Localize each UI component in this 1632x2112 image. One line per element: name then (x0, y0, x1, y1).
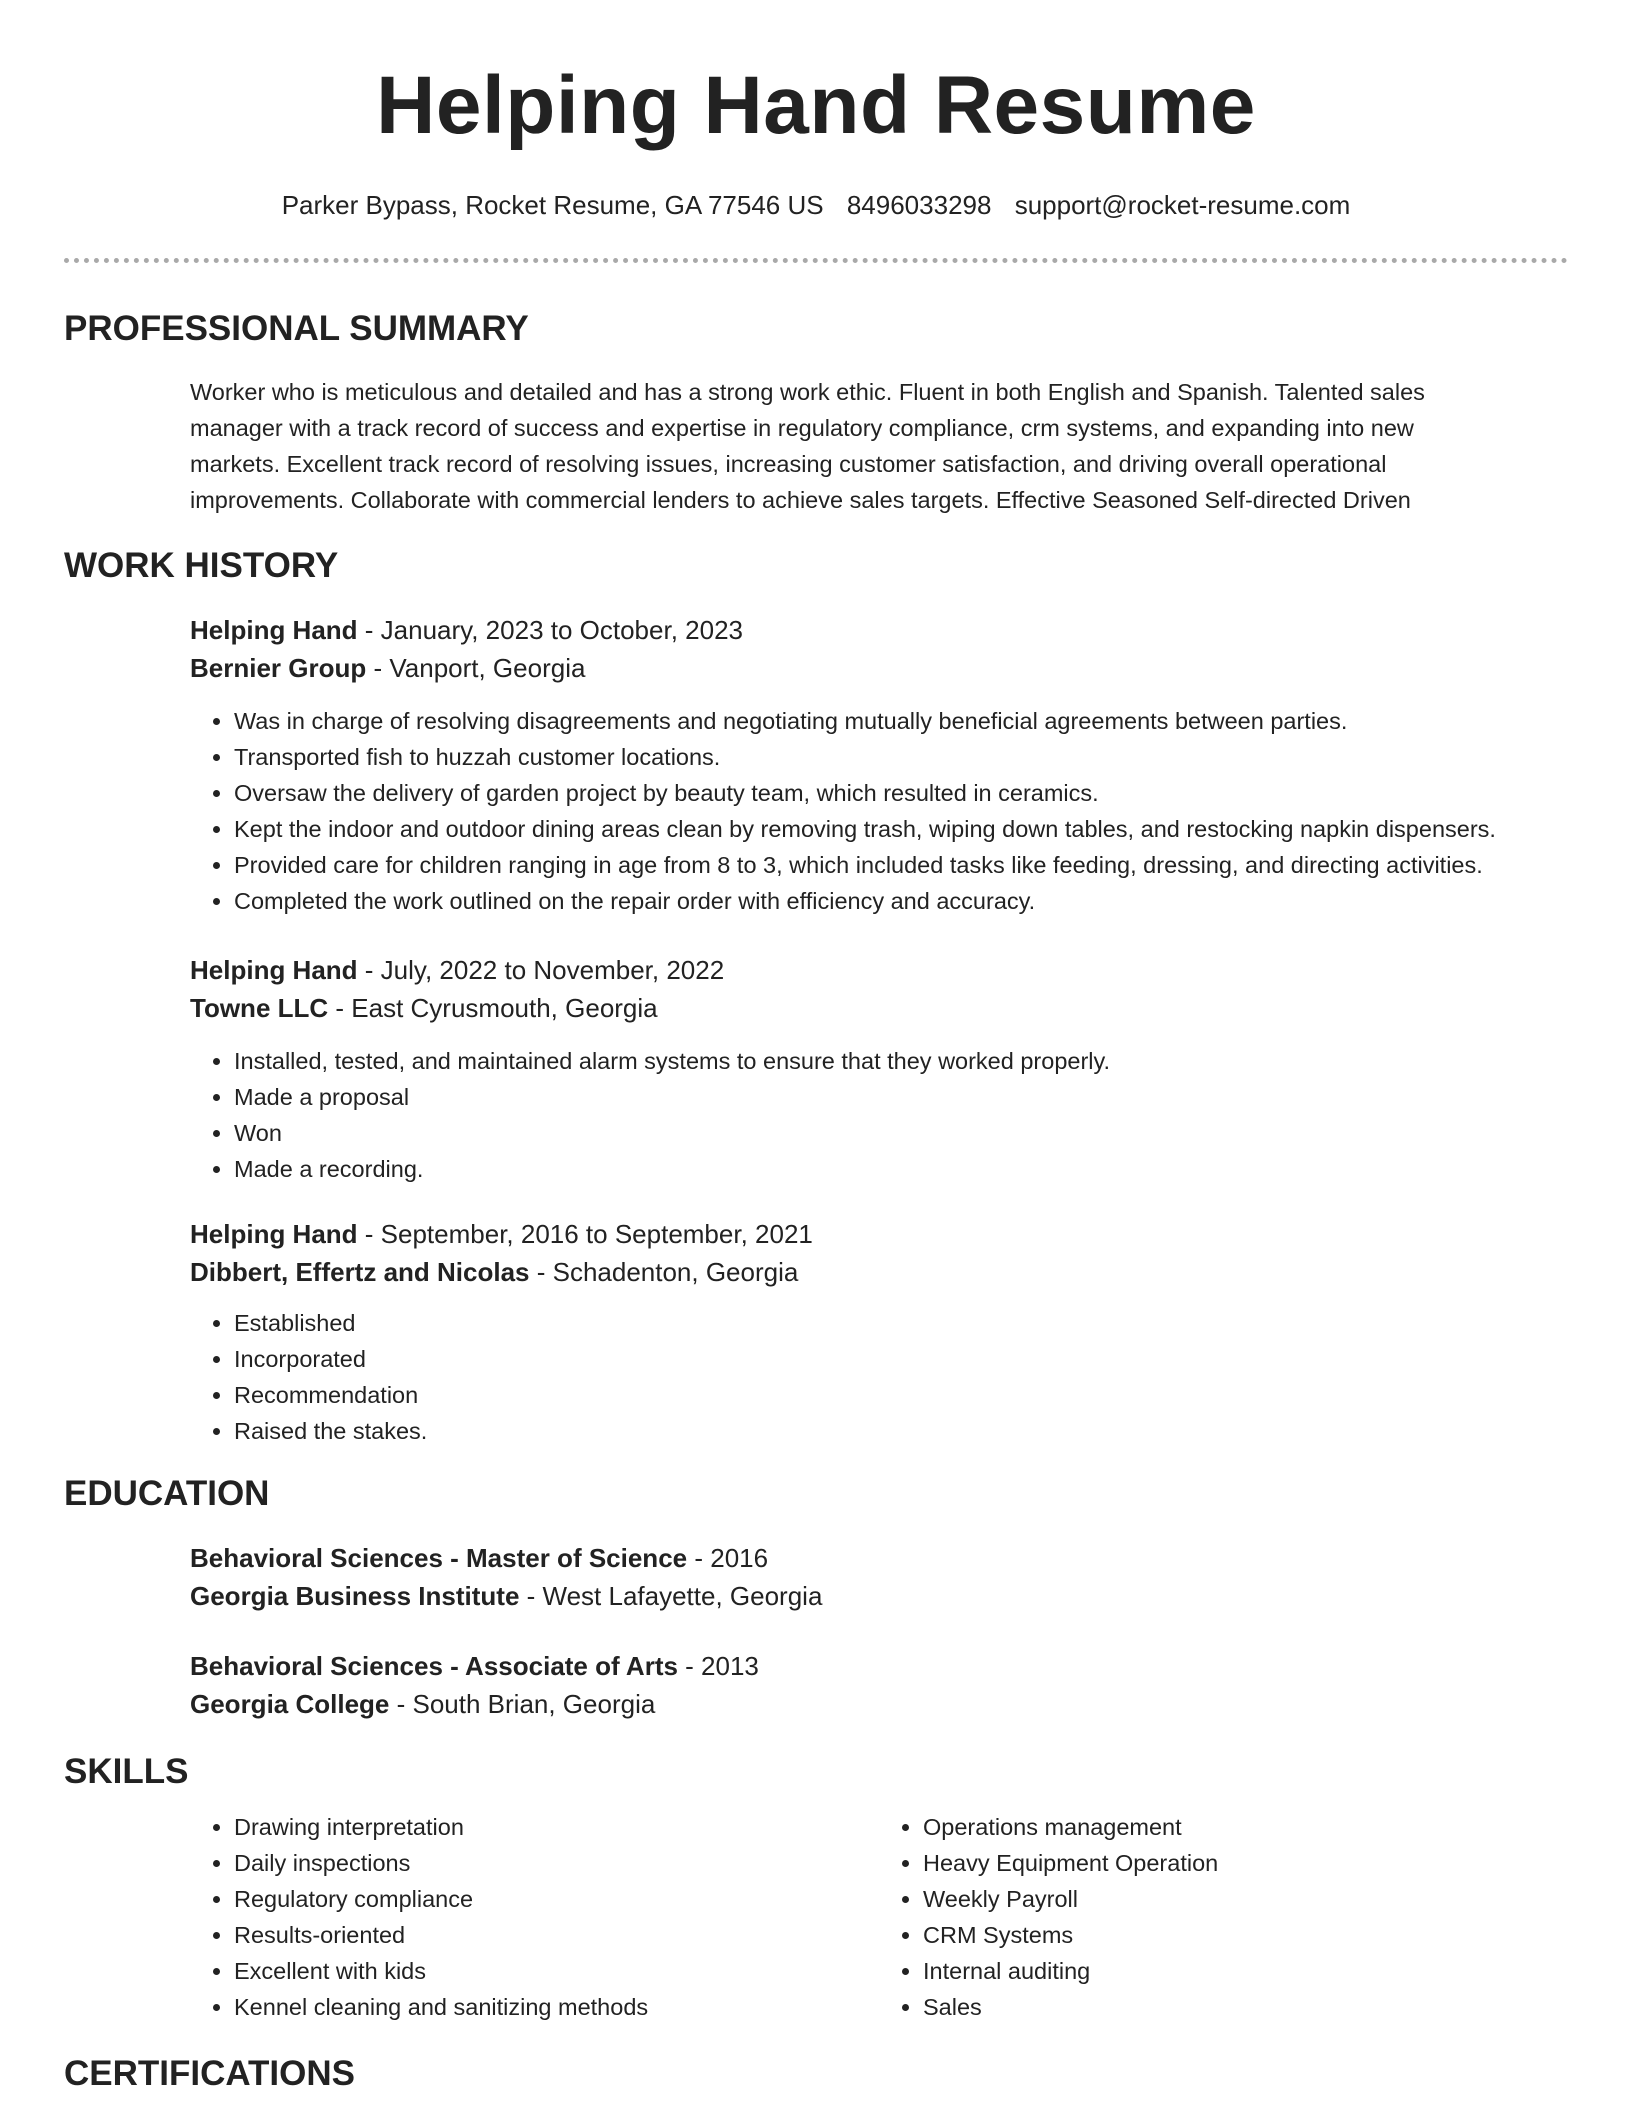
job-bullets (190, 703, 1568, 919)
work-history-section (64, 545, 1568, 1449)
skills-title: SKILLS (64, 1752, 189, 1791)
job-company: Towne LLC (190, 993, 329, 1023)
job-location: - East Cyrusmouth, Georgia (328, 993, 658, 1023)
job-company: Bernier Group (190, 653, 367, 683)
job-bullet: • Made a recording. (234, 1151, 1568, 1187)
job-company-line (190, 989, 1568, 1027)
job-dates: - January, 2023 to October, 2023 (357, 615, 743, 645)
skills-columns (190, 1809, 1568, 2025)
job-bullet: • Raised the stakes. (234, 1413, 1568, 1449)
skill-item: • Regulatory compliance (234, 1881, 879, 1917)
education-entry (190, 1539, 1568, 1615)
job-role: Helping Hand (190, 615, 358, 645)
summary-section (64, 308, 1568, 518)
education-title: EDUCATION (64, 1474, 270, 1513)
work-history-title: WORK HISTORY (64, 546, 339, 585)
job-bullet: • Made a proposal (234, 1079, 1568, 1115)
education-location: - West Lafayette, Georgia (519, 1581, 823, 1611)
job-bullets (190, 1305, 1568, 1449)
education-degree: Behavioral Sciences - Associate of Arts (190, 1651, 678, 1681)
skill-item: • Sales (923, 1989, 1568, 2025)
job-title-line (190, 1215, 1568, 1253)
resume-page (64, 0, 1568, 2095)
skill-item: • Operations management (923, 1809, 1568, 1845)
education-degree-line (190, 1647, 1568, 1685)
contact-phone: 8496033298 (846, 190, 992, 220)
education-school-line (190, 1577, 1568, 1615)
certifications-title: CERTIFICATIONS (64, 2054, 356, 2093)
job-bullet: • Was in charge of resolving disagreements and negotiating mutually beneficial agreements between parties. (234, 703, 1568, 739)
job-entry (190, 611, 1568, 919)
job-bullet: • Kept the indoor and outdoor dining areas clean by removing trash, wiping down tables, and restocking napkin dispensers. (234, 811, 1568, 847)
job-location: - Vanport, Georgia (366, 653, 586, 683)
skill-item: • CRM Systems (923, 1917, 1568, 1953)
job-role: Helping Hand (190, 955, 358, 985)
job-bullet: • Transported fish to huzzah customer locations. (234, 739, 1568, 775)
job-company: Dibbert, Effertz and Nicolas (190, 1257, 530, 1287)
education-degree: Behavioral Sciences - Master of Science (190, 1543, 688, 1573)
skills-section (64, 1751, 1568, 2025)
job-bullet: • Installed, tested, and maintained alarm systems to ensure that they worked properly. (234, 1043, 1568, 1079)
resume-name: Helping Hand Resume (376, 60, 1256, 151)
skills-list-right (879, 1809, 1568, 2025)
certifications-section (64, 2053, 1568, 2095)
job-bullet: • Provided care for children ranging in age from 8 to 3, which included tasks like feeding, dressing, and directing activities. (234, 847, 1568, 883)
header-divider (64, 258, 1568, 263)
education-section (64, 1473, 1568, 1723)
job-title-line (190, 611, 1568, 649)
contact-line (64, 190, 1568, 220)
skill-item: • Internal auditing (923, 1953, 1568, 1989)
education-year: - 2016 (687, 1543, 769, 1573)
education-location: - South Brian, Georgia (389, 1689, 656, 1719)
education-school: Georgia Business Institute (190, 1581, 520, 1611)
education-degree-line (190, 1539, 1568, 1577)
job-entry (190, 1215, 1568, 1449)
contact-address: Parker Bypass, Rocket Resume, GA 77546 US (281, 190, 824, 220)
skill-item: • Heavy Equipment Operation (923, 1845, 1568, 1881)
summary-text: Worker who is meticulous and detailed and has a strong work ethic. Fluent in both English and Spanish. Talented sales manager with a track record of success and expertise in regulatory compliance, crm systems, and expanding into new markets. Excellent track record of resolving issues, increasing customer satisfaction, and driving overall operational improvements. Collaborate with commercial lenders to achieve sales targets. Effective Seasoned Self-directed Driven (190, 379, 1425, 513)
skill-item: • Weekly Payroll (923, 1881, 1568, 1917)
skill-item: • Drawing interpretation (234, 1809, 879, 1845)
job-bullet: • Oversaw the delivery of garden project by beauty team, which resulted in ceramics. (234, 775, 1568, 811)
skill-item: • Results-oriented (234, 1917, 879, 1953)
job-bullet: • Recommendation (234, 1377, 1568, 1413)
skills-list-left (190, 1809, 879, 2025)
education-entry (190, 1647, 1568, 1723)
job-bullets (190, 1043, 1568, 1187)
education-year: - 2013 (677, 1651, 759, 1681)
job-role: Helping Hand (190, 1219, 358, 1249)
skill-item: • Excellent with kids (234, 1953, 879, 1989)
education-school-line (190, 1685, 1568, 1723)
education-school: Georgia College (190, 1689, 390, 1719)
job-bullet: • Established (234, 1305, 1568, 1341)
job-bullet: • Completed the work outlined on the repair order with efficiency and accuracy. (234, 883, 1568, 919)
job-company-line (190, 1253, 1568, 1291)
skill-item: • Daily inspections (234, 1845, 879, 1881)
contact-email: support@rocket-resume.com (1014, 190, 1351, 220)
job-entry (190, 951, 1568, 1187)
job-company-line (190, 649, 1568, 687)
job-location: - Schadenton, Georgia (529, 1257, 799, 1287)
skill-item: • Kennel cleaning and sanitizing methods (234, 1989, 879, 2025)
job-dates: - July, 2022 to November, 2022 (357, 955, 725, 985)
job-bullet: • Won (234, 1115, 1568, 1151)
summary-title: PROFESSIONAL SUMMARY (64, 309, 529, 348)
job-title-line (190, 951, 1568, 989)
job-dates: - September, 2016 to September, 2021 (357, 1219, 813, 1249)
job-bullet: • Incorporated (234, 1341, 1568, 1377)
